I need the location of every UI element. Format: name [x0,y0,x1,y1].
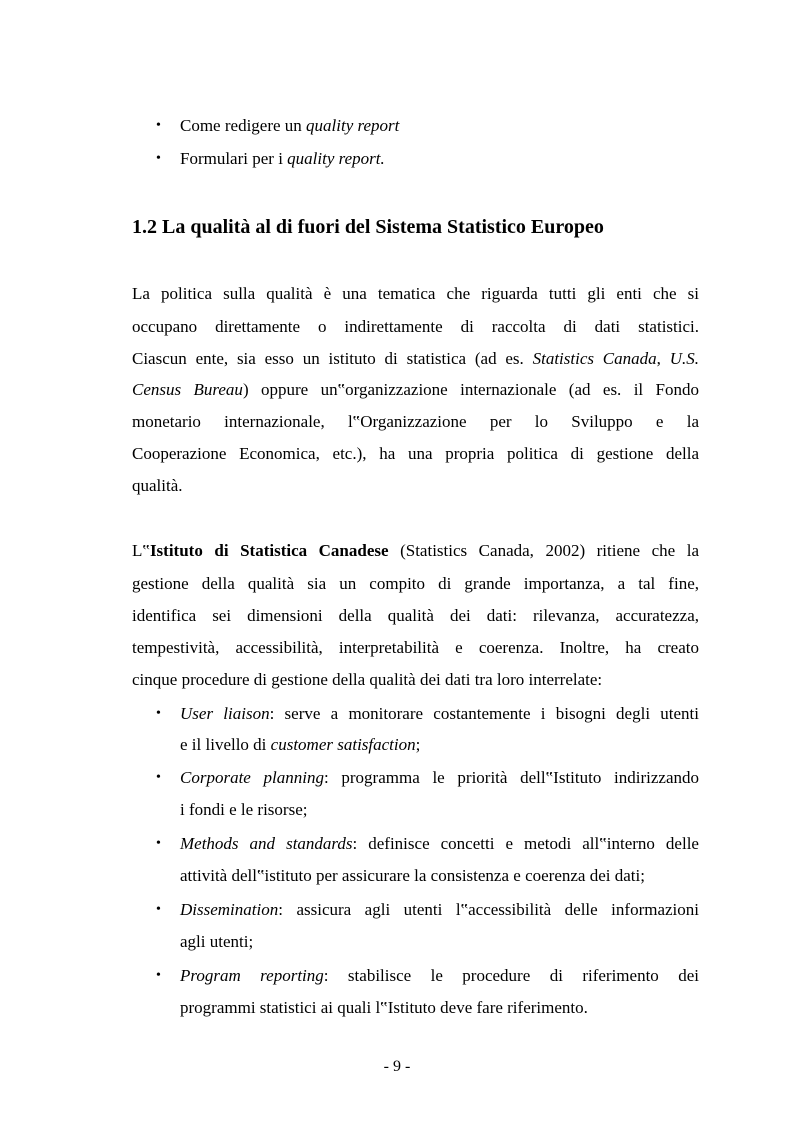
bullet-glyph: • [156,902,161,917]
list-item: Come redigere un quality report [180,116,400,135]
paragraph-line: Cooperazione Economica, etc.), ha una propria politica di gestione della [132,444,699,463]
list-item: Formulari per i quality report. [180,149,385,168]
list-item: Program reporting: stabilisce le procedure di riferimento dei [180,966,699,985]
list-item-continuation: attività dell‟istituto per assicurare la consistenza e coerenza dei dati; [180,866,645,885]
bullet-glyph: • [156,118,161,133]
page-number: - 9 - [383,1058,411,1075]
list-item-continuation: programmi statistici ai quali l‟Istituto deve fare riferimento. [180,998,588,1017]
list-item-continuation: agli utenti; [180,932,254,951]
list-item-continuation: e il livello di customer satisfaction; [180,735,421,754]
bullet-glyph: • [156,706,161,721]
section-heading: 1.2 La qualità al di fuori del Sistema Statistico Europeo [132,216,604,238]
list-item: Dissemination: assicura agli utenti l‟accessibilità delle informazioni [180,900,699,919]
paragraph-line: gestione della qualità sia un compito di grande importanza, a tal fine, [132,574,699,593]
paragraph-line: qualità. [132,476,183,495]
bullet-glyph: • [156,151,161,166]
list-item: Corporate planning: programma le priorità dell‟Istituto indirizzando [180,768,699,787]
bullet-glyph: • [156,770,161,785]
paragraph-line: L‟Istituto di Statistica Canadese (Statistics Canada, 2002) ritiene che la [132,541,699,560]
paragraph-line: occupano direttamente o indirettamente di raccolta di dati statistici. [132,317,699,336]
paragraph-line: monetario internazionale, l‟Organizzazione per lo Sviluppo e la [132,412,699,431]
list-item: User liaison: serve a monitorare costantemente i bisogni degli utenti [180,704,699,723]
list-item-continuation: i fondi e le risorse; [180,800,308,819]
bullet-glyph: • [156,836,161,851]
list-item: Methods and standards: definisce concetti e metodi all‟interno delle [180,834,699,853]
paragraph-line: Ciascun ente, sia esso un istituto di statistica (ad es. Statistics Canada, U.S. [132,349,699,368]
paragraph-line: cinque procedure di gestione della qualità dei dati tra loro interrelate: [132,670,603,689]
paragraph-line: La politica sulla qualità è una tematica che riguarda tutti gli enti che si [132,284,699,303]
paragraph-line: tempestività, accessibilità, interpretabilità e coerenza. Inoltre, ha creato [132,638,699,657]
paragraph-line: identifica sei dimensioni della qualità dei dati: rilevanza, accuratezza, [132,606,699,625]
paragraph-line: Census Bureau) oppure un‟organizzazione internazionale (ad es. il Fondo [132,380,699,399]
bullet-glyph: • [156,968,161,983]
